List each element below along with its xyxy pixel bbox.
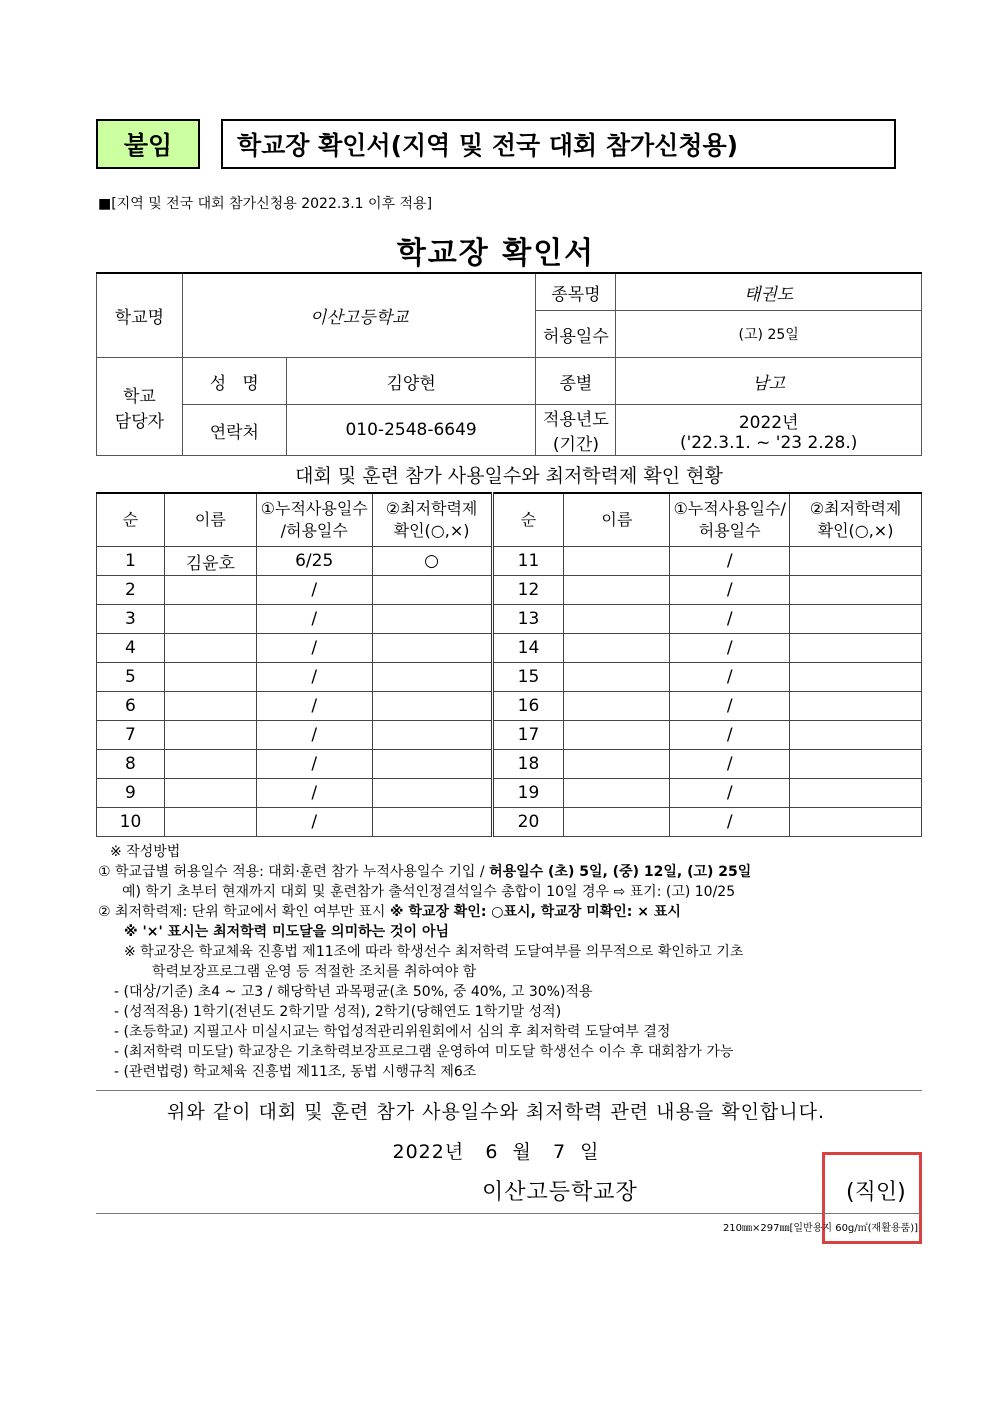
header-name-left: 이름 [164, 493, 256, 547]
header-min-right-line1: ②최저학력제 [809, 499, 902, 518]
row-days-right: / [670, 663, 790, 692]
row-no-right: 12 [492, 576, 564, 605]
seal-label: (직인) [846, 1180, 906, 1205]
days-value: (고) 25일 [616, 311, 922, 358]
days-label: 허용일수 [536, 311, 616, 358]
name-label: 성 명 [182, 358, 286, 405]
header-days-left-line1: ①누적사용일수 [260, 499, 368, 518]
row-min-right [790, 779, 922, 808]
row-no-left: 1 [97, 547, 165, 576]
note-1-text: ① 학교급별 허용일수 적용: 대회·훈련 참가 누적사용일수 기입 / [98, 864, 490, 880]
header-days-right-line1: ①누적사용일수/ [673, 499, 786, 518]
row-min-left [372, 634, 492, 663]
detail-law: - (관련법령) 학교체육 진흥법 제11조, 동법 시행규칙 제6조 [114, 1064, 477, 1080]
row-days-left: / [256, 808, 372, 837]
detail-elementary: - (초등학교) 지필고사 미실시교는 학업성적관리위원회에서 심의 후 최저학력 도달여부 결정 [114, 1024, 671, 1040]
header-min-right-line2: 확인(○,×) [817, 521, 894, 540]
row-no-left: 5 [97, 663, 165, 692]
year-period: ('22.3.1. ~ '23 2.28.) [679, 432, 858, 453]
row-no-right: 18 [492, 750, 564, 779]
detail-grades: - (성적적용) 1학기(전년도 2학기말 성적), 2학기(당해연도 1학기말 성적) [114, 1004, 562, 1020]
row-days-left: / [256, 721, 372, 750]
row-min-left: ○ [372, 547, 492, 576]
note-1 [98, 862, 928, 882]
row-min-right [790, 721, 922, 750]
row-no-right: 17 [492, 721, 564, 750]
table-row [97, 750, 922, 779]
table-row [97, 779, 922, 808]
row-min-left [372, 576, 492, 605]
table-row [97, 808, 922, 837]
attachment-badge: 붙임 [96, 119, 200, 169]
table-row [97, 605, 922, 634]
header-min-left [372, 493, 492, 547]
row-no-left: 10 [97, 808, 165, 837]
row-name-right [564, 721, 670, 750]
row-name-left [164, 779, 256, 808]
name-value: 김양현 [286, 358, 536, 405]
table-row [97, 634, 922, 663]
row-name-left [164, 576, 256, 605]
year-value: 2022년 [738, 412, 799, 433]
row-days-right: / [670, 576, 790, 605]
paper-spec: 210㎜×297㎜[일반용지 60g/㎡(재활용품)] [722, 1223, 918, 1234]
header-no-left: 순 [97, 493, 165, 547]
row-name-right [564, 779, 670, 808]
row-no-left: 2 [97, 576, 165, 605]
info-table [96, 272, 922, 456]
manager-label-line1: 학교 [123, 386, 156, 407]
manager-label [97, 358, 183, 456]
row-days-left: / [256, 750, 372, 779]
row-min-right [790, 750, 922, 779]
row-days-left: / [256, 779, 372, 808]
header-days-left-line2: /허용일수 [280, 521, 348, 540]
status-table [96, 492, 922, 837]
document-title: 학교장 확인서 [396, 236, 596, 271]
row-no-left: 7 [97, 721, 165, 750]
school-value: 이산고등학교 [182, 273, 536, 358]
row-days-left: / [256, 576, 372, 605]
scope-note: ■[지역 및 전국 대회 참가신청용 2022.3.1 이후 적용] [98, 196, 433, 212]
note-2-text: ② 최저학력제: 단위 학교에서 확인 여부만 표시 [98, 904, 390, 920]
note-x-meaning: ※ '×' 표시는 최저학력 미도달을 의미하는 것이 아님 [124, 924, 449, 940]
row-min-right [790, 808, 922, 837]
row-min-left [372, 605, 492, 634]
row-name-left [164, 634, 256, 663]
row-min-right [790, 692, 922, 721]
note-2-bold: ※ 학교장 확인: ○표시, 학교장 미확인: × 표시 [389, 904, 681, 920]
sport-label: 종목명 [536, 273, 616, 311]
row-name-right [564, 750, 670, 779]
row-name-left [164, 721, 256, 750]
row-no-left: 3 [97, 605, 165, 634]
row-name-left [164, 663, 256, 692]
note-1-bold: 허용일수 (초) 5일, (중) 12일, (고) 25일 [489, 864, 752, 880]
contact-value: 010-2548-6649 [286, 405, 536, 456]
header-days-right-line2: 허용일수 [698, 521, 761, 540]
row-no-left: 8 [97, 750, 165, 779]
row-no-right: 19 [492, 779, 564, 808]
row-days-left: / [256, 663, 372, 692]
confirmation-statement: 위와 같이 대회 및 훈련 참가 사용일수와 최저학력 관련 내용을 확인합니다. [166, 1101, 826, 1123]
table-row [97, 692, 922, 721]
row-no-left: 4 [97, 634, 165, 663]
row-days-left: 6/25 [256, 547, 372, 576]
row-min-left [372, 808, 492, 837]
table-row [97, 576, 922, 605]
row-name-right [564, 808, 670, 837]
row-no-right: 16 [492, 692, 564, 721]
row-days-right: / [670, 750, 790, 779]
table-row [97, 721, 922, 750]
row-no-left: 6 [97, 692, 165, 721]
note-principal-duty: ※ 학교장은 학교체육 진흥법 제11조에 따라 학생선수 최저학력 도달여부를 의무적으로 확인하고 기초 [124, 944, 744, 960]
row-name-right [564, 576, 670, 605]
row-name-left [164, 750, 256, 779]
row-days-left: / [256, 634, 372, 663]
row-days-right: / [670, 779, 790, 808]
row-no-right: 14 [492, 634, 564, 663]
header-days-left [256, 493, 372, 547]
note-principal-duty-cont: 학력보장프로그램 운영 등 적절한 조치를 취하여야 함 [152, 964, 477, 980]
section-title: 대회 및 훈련 참가 사용일수와 최저학력제 확인 현황 [295, 465, 723, 487]
row-min-left [372, 692, 492, 721]
divider [96, 1090, 922, 1091]
gender-label: 종별 [536, 358, 616, 405]
year-cell [616, 405, 922, 456]
row-name-left [164, 692, 256, 721]
row-no-right: 13 [492, 605, 564, 634]
school-label: 학교명 [97, 273, 183, 358]
row-days-right: / [670, 605, 790, 634]
row-min-left [372, 750, 492, 779]
row-name-right [564, 605, 670, 634]
row-no-right: 20 [492, 808, 564, 837]
row-min-left [372, 779, 492, 808]
year-label [536, 405, 616, 456]
instructions [98, 842, 928, 1082]
row-days-right: / [670, 634, 790, 663]
row-name-right [564, 663, 670, 692]
row-days-left: / [256, 605, 372, 634]
form-title: 학교장 확인서(지역 및 전국 대회 참가신청용) [221, 119, 896, 169]
table-row [97, 663, 922, 692]
row-min-right [790, 605, 922, 634]
row-name-left: 김윤호 [164, 547, 256, 576]
row-name-right [564, 692, 670, 721]
row-name-right [564, 634, 670, 663]
row-min-left [372, 721, 492, 750]
detail-below-min: - (최저학력 미도달) 학교장은 기초학력보장프로그램 운영하여 미도달 학생선수 이수 후 대회참가 가능 [114, 1044, 734, 1060]
detail-target: - (대상/기준) 초4 ~ 고3 / 해당학년 과목평균(초 50%, 중 40%, 고 30%)적용 [114, 984, 593, 1000]
year-label-line1: 적용년도 [543, 410, 609, 430]
header-min-right [790, 493, 922, 547]
row-no-right: 11 [492, 547, 564, 576]
row-min-right [790, 547, 922, 576]
notes-heading: ※ 작성방법 [110, 844, 181, 860]
row-days-right: / [670, 808, 790, 837]
note-2 [98, 902, 928, 922]
row-name-left [164, 605, 256, 634]
header-days-right [670, 493, 790, 547]
row-days-right: / [670, 692, 790, 721]
header-no-right: 순 [492, 493, 564, 547]
row-days-left: / [256, 692, 372, 721]
sport-value: 태권도 [616, 273, 922, 311]
row-days-right: / [670, 547, 790, 576]
manager-label-line2: 담당자 [114, 411, 165, 432]
row-days-right: / [670, 721, 790, 750]
principal-name: 이산고등학교장 [482, 1180, 638, 1205]
row-no-right: 15 [492, 663, 564, 692]
row-min-right [790, 576, 922, 605]
header-name-right: 이름 [564, 493, 670, 547]
table-row [97, 547, 922, 576]
row-name-right [564, 547, 670, 576]
divider-bottom [96, 1213, 922, 1214]
signing-date: 2022년 6 월 7 일 [392, 1141, 600, 1163]
year-label-line2: (기간) [552, 435, 599, 455]
gender-value: 남고 [616, 358, 922, 405]
row-min-left [372, 663, 492, 692]
row-min-right [790, 663, 922, 692]
row-name-left [164, 808, 256, 837]
row-no-left: 9 [97, 779, 165, 808]
row-min-right [790, 634, 922, 663]
note-example: 예) 학기 초부터 현재까지 대회 및 훈련참가 출석인정결석일수 총합이 10일 경우 ⇨ 표기: (고) 10/25 [122, 884, 736, 900]
header-min-left-line2: 확인(○,×) [393, 521, 470, 540]
contact-label: 연락처 [182, 405, 286, 456]
header-min-left-line1: ②최저학력제 [385, 499, 478, 518]
